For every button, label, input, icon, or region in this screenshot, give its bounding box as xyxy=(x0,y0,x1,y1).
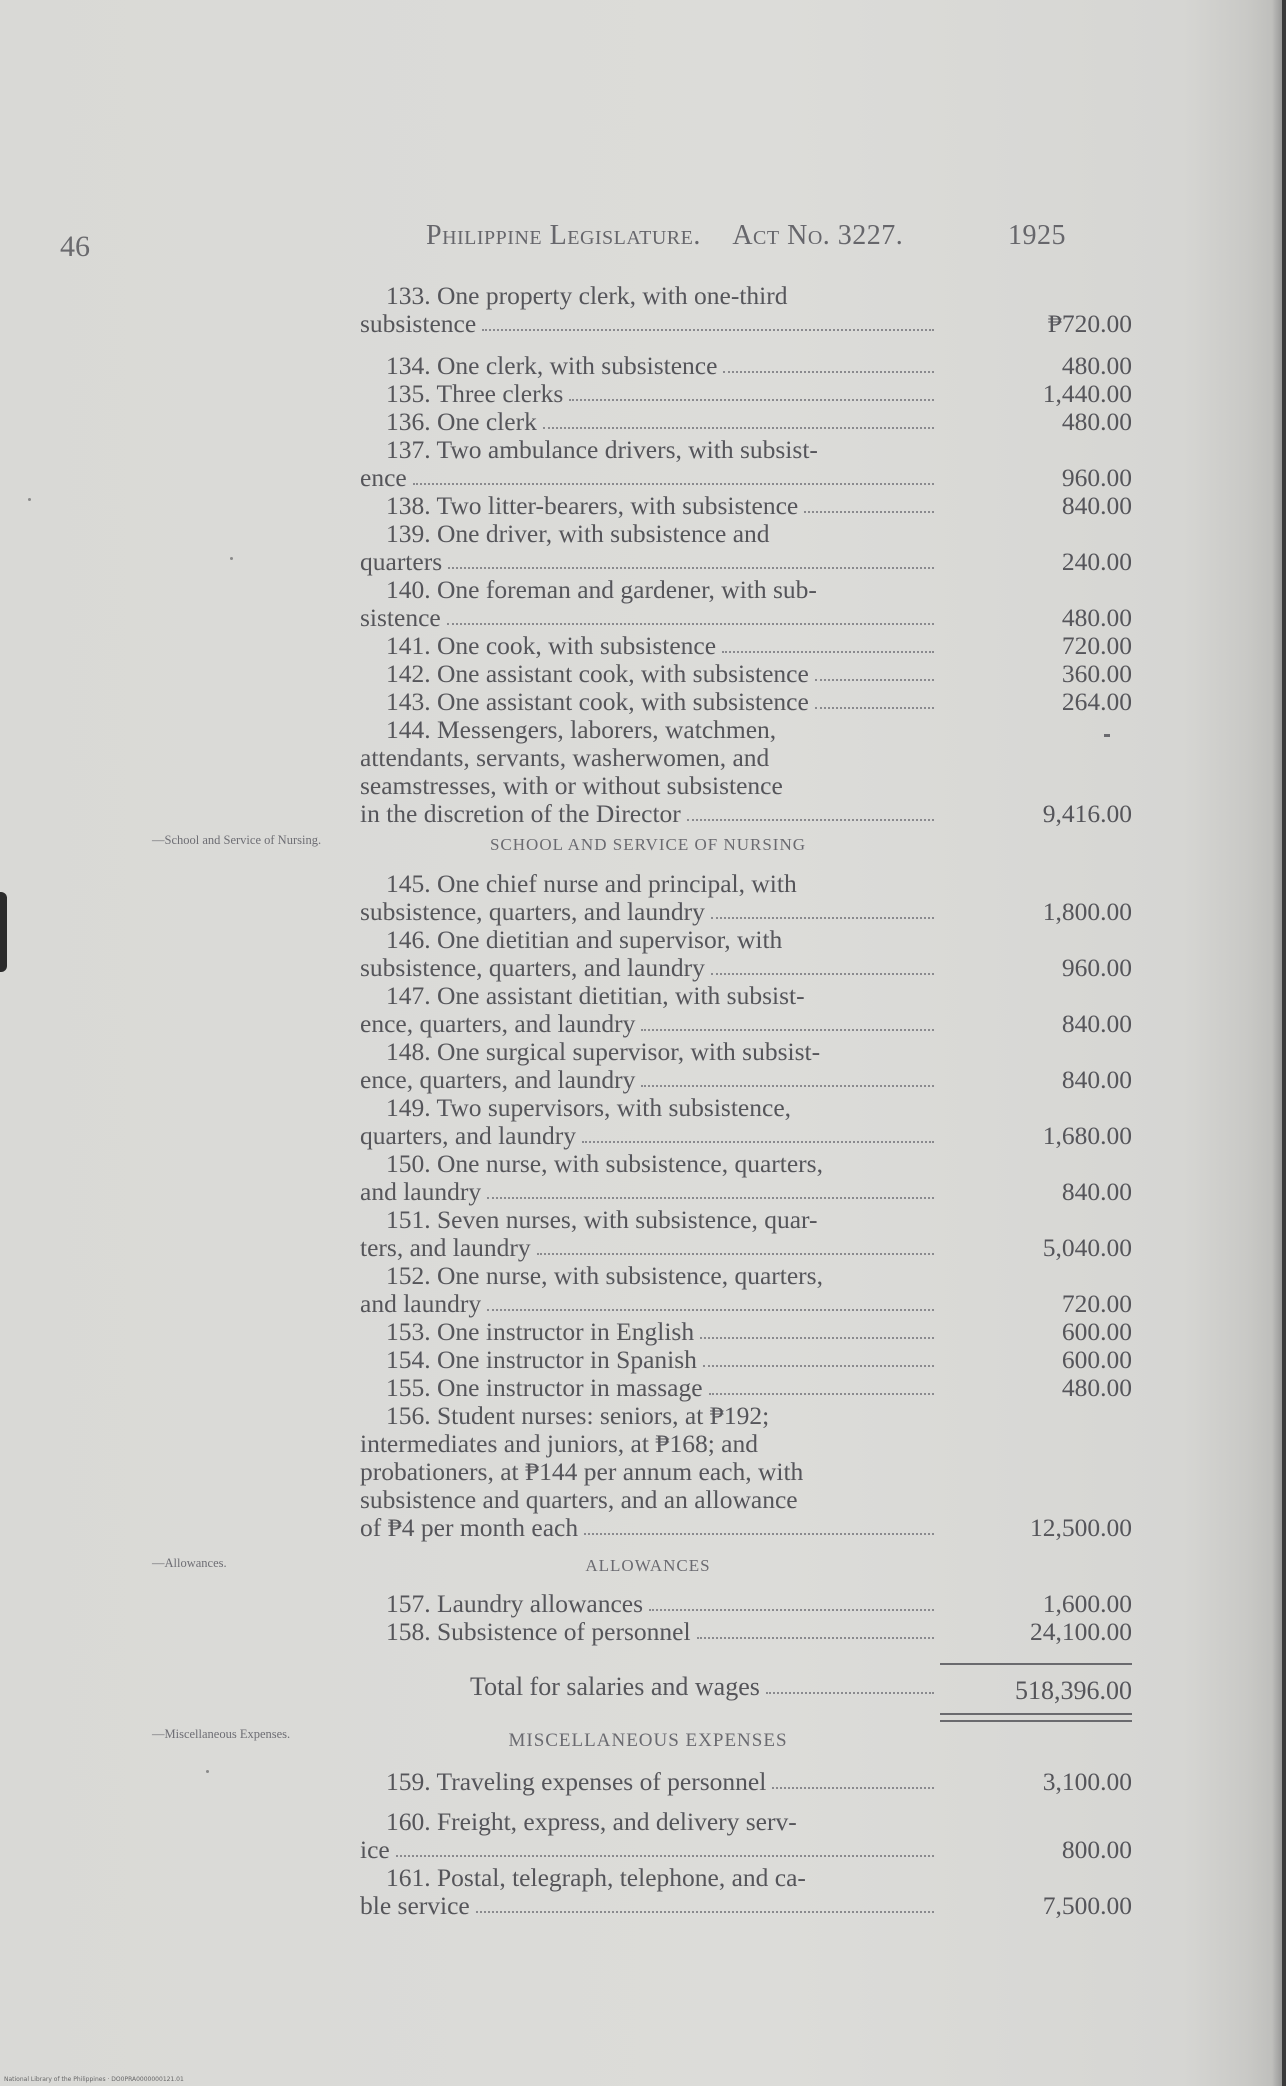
leader-dots xyxy=(703,1346,934,1367)
leader-dots xyxy=(722,632,934,653)
entry-text: and laundry xyxy=(360,1290,482,1318)
leader-dots xyxy=(476,1892,934,1913)
entry-text: quarters xyxy=(360,548,443,576)
entry-line xyxy=(360,464,936,492)
entry-amount: ₱720.00 xyxy=(1047,309,1132,338)
leader-dots xyxy=(711,898,934,919)
entry-item xyxy=(360,1318,936,1346)
entry-text: 159. Traveling expenses of personnel xyxy=(386,1768,767,1796)
entry-line: 140. One foreman and gardener, with sub- xyxy=(386,576,817,604)
entry-line xyxy=(360,1318,936,1346)
year: 1925 xyxy=(1008,220,1066,251)
entry-line: 150. One nurse, with subsistence, quarters, xyxy=(386,1150,823,1178)
entry-line: 160. Freight, express, and delivery serv- xyxy=(386,1808,797,1836)
entry-line: 156. Student nurses: seniors, at ₱192; xyxy=(386,1402,770,1430)
entry-amount: 600.00 xyxy=(1061,1345,1132,1374)
entry-line: intermediates and juniors, at ₱168; and xyxy=(360,1430,759,1458)
leader-dots xyxy=(584,1514,934,1535)
entry-amount: 720.00 xyxy=(1061,631,1132,660)
total-label: Total for salaries and wages xyxy=(470,1672,760,1701)
entry-text: subsistence xyxy=(360,310,477,338)
entry-item xyxy=(360,1768,936,1796)
entry-line xyxy=(360,632,936,660)
entry-item xyxy=(360,1038,936,1094)
entry-line: 152. One nurse, with subsistence, quarters, xyxy=(386,1262,823,1290)
entry-line xyxy=(360,1768,936,1796)
entry-text: 154. One instructor in Spanish xyxy=(386,1346,697,1374)
entry-line: 146. One dietitian and supervisor, with xyxy=(386,926,783,954)
entry-line: probationers, at ₱144 per annum each, with xyxy=(360,1458,804,1486)
leader-dots xyxy=(697,1618,934,1639)
entry-item xyxy=(360,716,936,828)
entry-text: subsistence, quarters, and laundry xyxy=(360,898,705,926)
entry-line xyxy=(360,310,936,338)
entry-amount: 3,100.00 xyxy=(1042,1767,1132,1796)
entry-amount: 240.00 xyxy=(1061,547,1132,576)
entry-amount: 24,100.00 xyxy=(1030,1617,1132,1646)
leader-dots xyxy=(649,1590,934,1611)
speck xyxy=(28,498,31,501)
entry-text: 157. Laundry allowances xyxy=(386,1590,644,1618)
entry-line: 148. One surgical supervisor, with subsist- xyxy=(386,1038,821,1066)
entry-line xyxy=(360,1892,936,1920)
leader-dots xyxy=(447,604,934,625)
entry-line: 161. Postal, telegraph, telephone, and ca- xyxy=(386,1864,806,1892)
entry-item xyxy=(360,1590,936,1618)
entry-amount: 1,600.00 xyxy=(1042,1589,1132,1618)
entry-amount: 9,416.00 xyxy=(1042,799,1132,828)
entry-text: quarters, and laundry xyxy=(360,1122,576,1150)
entry-item xyxy=(360,926,936,982)
entry-item xyxy=(360,408,936,436)
entry-text: sistence xyxy=(360,604,441,632)
leader-dots xyxy=(641,1066,934,1087)
entry-line: 139. One driver, with subsistence and xyxy=(386,520,770,548)
entry-amount: 720.00 xyxy=(1061,1289,1132,1318)
entry-text: ence, quarters, and laundry xyxy=(360,1010,636,1038)
entry-item xyxy=(360,1402,936,1542)
entry-line: 151. Seven nurses, with subsistence, quar- xyxy=(386,1206,818,1234)
total-rule xyxy=(940,1663,1132,1665)
entry-line: attendants, servants, washerwomen, and xyxy=(360,744,770,772)
entry-item xyxy=(360,1094,936,1150)
entry-line xyxy=(360,688,936,716)
entry-line: 147. One assistant dietitian, with subsist- xyxy=(386,982,805,1010)
page-edge xyxy=(1282,0,1286,2086)
total-double-rule xyxy=(940,1713,1132,1722)
leader-dots xyxy=(537,1234,934,1255)
entry-text: 158. Subsistence of personnel xyxy=(386,1618,691,1646)
speck xyxy=(230,557,233,560)
entry-amount: 1,440.00 xyxy=(1042,379,1132,408)
entry-amount: 264.00 xyxy=(1061,687,1132,716)
section-heading-nursing: SCHOOL AND SERVICE OF NURSING xyxy=(489,835,807,854)
entry-item xyxy=(360,1346,936,1374)
entry-line: subsistence and quarters, and an allowance xyxy=(360,1486,798,1514)
entry-amount: 480.00 xyxy=(1061,351,1132,380)
leader-dots xyxy=(487,1178,934,1199)
entry-item xyxy=(360,660,936,688)
entry-amount: 600.00 xyxy=(1061,1317,1132,1346)
entry-amount: 480.00 xyxy=(1061,603,1132,632)
leader-dots xyxy=(815,660,934,681)
entry-text: 141. One cook, with subsistence xyxy=(386,632,717,660)
entry-line xyxy=(360,898,936,926)
entry-text: of ₱4 per month each xyxy=(360,1514,579,1542)
total-row xyxy=(470,1673,936,1701)
page-number: 46 xyxy=(60,230,90,263)
binding-mark xyxy=(0,892,7,972)
entry-line: seamstresses, with or without subsistence xyxy=(360,772,783,800)
entry-item xyxy=(360,982,936,1038)
entry-line xyxy=(360,352,936,380)
entry-amount: 1,800.00 xyxy=(1042,897,1132,926)
entry-amount: 5,040.00 xyxy=(1042,1233,1132,1262)
entry-item xyxy=(360,1618,936,1646)
running-title: Philippine Legislature. xyxy=(426,220,701,251)
entry-text: ice xyxy=(360,1836,390,1864)
entry-line: 145. One chief nurse and principal, with xyxy=(386,870,797,898)
entry-line: 144. Messengers, laborers, watchmen, xyxy=(386,716,777,744)
entry-item xyxy=(360,870,936,926)
leader-dots xyxy=(687,800,934,821)
entry-text: 138. Two litter-bearers, with subsistence xyxy=(386,492,799,520)
entry-line xyxy=(360,380,936,408)
entry-amount: 480.00 xyxy=(1061,1373,1132,1402)
section-heading-misc: MISCELLANEOUS EXPENSES xyxy=(508,1730,788,1751)
entry-item xyxy=(360,1206,936,1262)
leader-dots xyxy=(482,310,934,331)
entry-line xyxy=(360,1346,936,1374)
leader-dots xyxy=(396,1836,934,1857)
entry-item xyxy=(360,576,936,632)
entry-line: 133. One property clerk, with one-third xyxy=(386,282,788,310)
entry-item xyxy=(360,1808,936,1864)
entry-line xyxy=(360,1010,936,1038)
entry-item xyxy=(360,492,936,520)
leader-dots xyxy=(804,492,934,513)
entry-text: 134. One clerk, with subsistence xyxy=(386,352,718,380)
entry-item xyxy=(360,688,936,716)
entry-amount: 12,500.00 xyxy=(1030,1513,1132,1542)
speck xyxy=(206,1770,209,1773)
leader-dots xyxy=(569,380,934,401)
leader-dots xyxy=(641,1010,934,1031)
entry-line: 149. Two supervisors, with subsistence, xyxy=(386,1094,792,1122)
entry-line xyxy=(360,548,936,576)
entry-text: subsistence, quarters, and laundry xyxy=(360,954,705,982)
entry-text: 142. One assistant cook, with subsistence xyxy=(386,660,809,688)
entry-line xyxy=(360,1590,936,1618)
entry-text: 135. Three clerks xyxy=(386,380,564,408)
leader-dots xyxy=(815,688,934,709)
entry-amount: 840.00 xyxy=(1061,1177,1132,1206)
entry-line xyxy=(360,1836,936,1864)
leader-dots xyxy=(543,408,934,429)
entry-text: ters, and laundry xyxy=(360,1234,531,1262)
entry-text: and laundry xyxy=(360,1178,482,1206)
entry-line xyxy=(360,1618,936,1646)
entry-item xyxy=(360,1864,936,1920)
entry-line xyxy=(360,660,936,688)
leader-dots xyxy=(723,352,934,373)
entry-line xyxy=(360,800,936,828)
entry-line: 137. Two ambulance drivers, with subsist- xyxy=(386,436,818,464)
entry-amount: 840.00 xyxy=(1061,491,1132,520)
entry-line xyxy=(360,604,936,632)
entry-amount: 7,500.00 xyxy=(1042,1891,1132,1920)
leader-dots xyxy=(772,1768,934,1789)
margin-note-nursing: —School and Service of Nursing. xyxy=(152,833,322,847)
entry-amount: 360.00 xyxy=(1061,659,1132,688)
entry-item xyxy=(360,632,936,660)
entry-item xyxy=(360,380,936,408)
entry-text: ble service xyxy=(360,1892,470,1920)
entry-text: 143. One assistant cook, with subsistence xyxy=(386,688,809,716)
entry-text: ence xyxy=(360,464,407,492)
leader-dots xyxy=(413,464,934,485)
entry-line xyxy=(360,1374,936,1402)
entry-item xyxy=(360,1150,936,1206)
entry-line xyxy=(360,1514,936,1542)
entry-item xyxy=(360,352,936,380)
entry-text: 153. One instructor in English xyxy=(386,1318,695,1346)
entry-amount: 1,680.00 xyxy=(1042,1121,1132,1150)
leader-dots xyxy=(709,1374,934,1395)
entry-item xyxy=(360,1374,936,1402)
entry-line xyxy=(360,408,936,436)
entry-amount: 800.00 xyxy=(1061,1835,1132,1864)
leader-dots xyxy=(711,954,934,975)
entry-item xyxy=(360,282,936,338)
act-number: Act No. 3227. xyxy=(732,220,904,251)
leader-dots xyxy=(582,1122,934,1143)
entry-line xyxy=(360,1290,936,1318)
entry-line xyxy=(360,1066,936,1094)
entry-amount: 480.00 xyxy=(1061,407,1132,436)
entry-text: in the discretion of the Director xyxy=(360,800,681,828)
entry-line xyxy=(360,492,936,520)
running-head xyxy=(426,220,1066,252)
entry-line xyxy=(360,1122,936,1150)
entry-line xyxy=(360,1178,936,1206)
entry-amount: 960.00 xyxy=(1061,463,1132,492)
total-amount: 518,396.00 xyxy=(1015,1676,1132,1705)
margin-note-allowances: —Allowances. xyxy=(152,1556,227,1570)
entry-amount: 960.00 xyxy=(1061,953,1132,982)
footer: National Library of the Philippines · DO0PRA0000000121.01 xyxy=(4,2076,184,2083)
entry-text: 136. One clerk xyxy=(386,408,537,436)
entry-item xyxy=(360,520,936,576)
section-heading-allowances: ALLOWANCES xyxy=(585,1556,711,1575)
entry-item xyxy=(360,1262,936,1318)
dash-mark xyxy=(1104,734,1110,737)
leader-dots xyxy=(700,1318,934,1339)
leader-dots xyxy=(487,1290,934,1311)
entry-amount: 840.00 xyxy=(1061,1009,1132,1038)
margin-note-misc: —Miscellaneous Expenses. xyxy=(152,1727,291,1741)
leader-dots xyxy=(448,548,934,569)
entry-text: ence, quarters, and laundry xyxy=(360,1066,636,1094)
entry-line xyxy=(360,954,936,982)
entry-text: 155. One instructor in massage xyxy=(386,1374,703,1402)
entry-amount: 840.00 xyxy=(1061,1065,1132,1094)
entry-line xyxy=(360,1234,936,1262)
entry-item xyxy=(360,436,936,492)
